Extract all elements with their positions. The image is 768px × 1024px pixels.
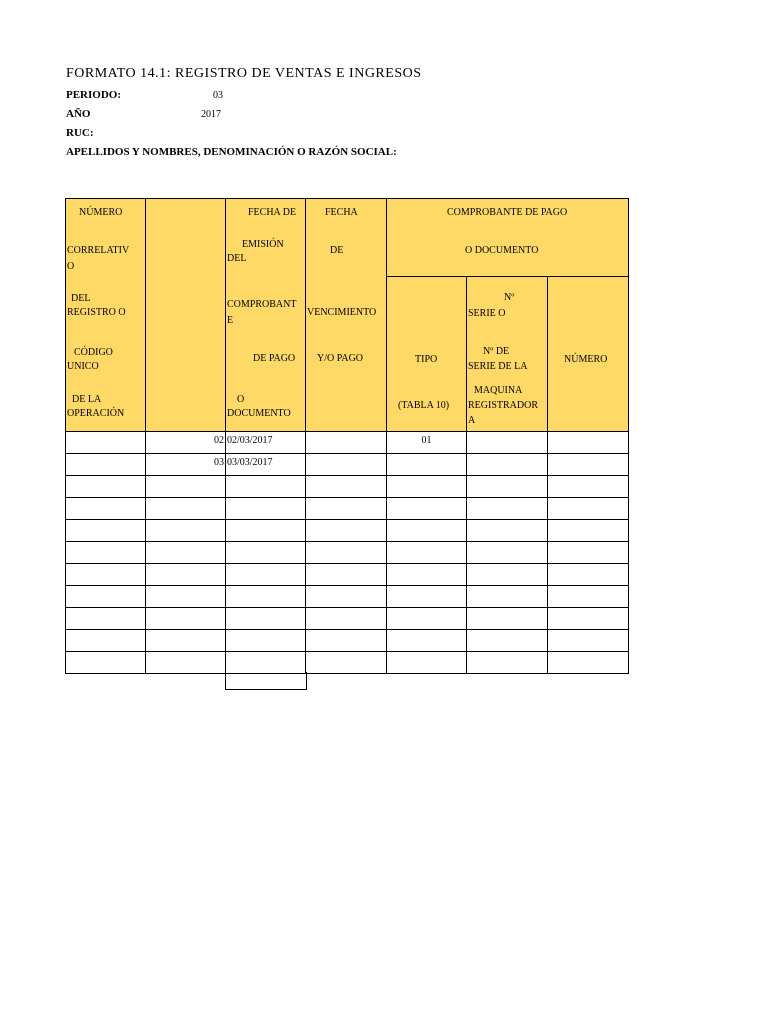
table-cell [387,586,467,608]
table-cell [146,630,226,652]
table-cell [467,454,548,476]
table-cell [226,542,306,564]
table-cell [387,630,467,652]
table-row [66,520,629,542]
table-cell [226,630,306,652]
table-cell [467,476,548,498]
table-row [66,608,629,630]
table-cell [306,608,387,630]
table-cell [387,564,467,586]
table-cell [66,630,146,652]
table-cell [306,652,387,674]
table-cell [226,498,306,520]
table-row [66,432,629,454]
table-cell [66,476,146,498]
table-cell [467,498,548,520]
table-cell: 01 [387,432,467,454]
table-cell [387,454,467,476]
table-cell [548,586,629,608]
table-cell [548,564,629,586]
table-cell [66,542,146,564]
table-cell [146,520,226,542]
table-cell [226,476,306,498]
table-cell [226,520,306,542]
header-comprobante-pago: COMPROBANTE DE PAGO O DOCUMENTO [387,199,629,277]
table-cell [306,630,387,652]
table-cell [306,586,387,608]
table-cell: 03 [146,454,226,476]
table-cell [306,564,387,586]
ruc-label: RUC: [66,127,94,139]
table-cell [226,564,306,586]
table-cell [146,586,226,608]
table-cell [146,608,226,630]
table-cell [146,564,226,586]
table-cell [548,498,629,520]
table-cell [306,432,387,454]
periodo-value: 03 [213,90,223,101]
table-cell [66,608,146,630]
table-row [66,564,629,586]
table-cell [387,520,467,542]
table-cell [306,498,387,520]
table-row [66,652,629,674]
table-cell [467,542,548,564]
table-cell [66,652,146,674]
table-cell [387,608,467,630]
page-title: FORMATO 14.1: REGISTRO DE VENTAS E INGRESOS [66,66,422,81]
table-cell [467,520,548,542]
table-cell [66,520,146,542]
table-row [66,498,629,520]
table-cell [548,542,629,564]
table-cell [387,498,467,520]
header-numero: NÚMERO [548,277,629,432]
table-cell [467,432,548,454]
table-cell [66,432,146,454]
razon-social-label: APELLIDOS Y NOMBRES, DENOMINACIÓN O RAZÓN SOCIAL: [66,146,397,158]
table-cell [306,542,387,564]
table-cell [548,454,629,476]
table-cell [548,520,629,542]
table-cell [306,520,387,542]
extra-cell [225,672,307,690]
table-cell [548,630,629,652]
header-serie: Nº SERIE O Nº DE SERIE DE LA MAQUINA REGISTRADOR A [467,277,548,432]
table-cell [548,652,629,674]
table-row [66,542,629,564]
table-row [66,454,629,476]
table-row [66,630,629,652]
table-cell [548,608,629,630]
header-numero-correlativo: NÚMERO CORRELATIV O DEL REGISTRO O CÓDIGO UNICO DE LA OPERACIÓN [66,199,146,432]
table-row [66,476,629,498]
header-fecha-vencimiento: FECHA DE VENCIMIENTO Y/O PAGO [306,199,387,432]
table-cell [146,476,226,498]
table-cell [226,652,306,674]
table-cell [306,454,387,476]
table-cell [66,586,146,608]
table-cell [467,630,548,652]
header-blank [146,199,226,432]
table-cell [146,542,226,564]
table-cell [146,652,226,674]
table-cell [548,432,629,454]
table-cell [146,498,226,520]
table-cell [467,564,548,586]
table-cell [467,652,548,674]
sales-register-table [65,198,629,674]
table-cell [467,586,548,608]
table-cell [548,476,629,498]
anio-label: AÑO [66,108,91,120]
table-cell [66,454,146,476]
table-cell: 02 [146,432,226,454]
table-cell [226,608,306,630]
table-cell [387,652,467,674]
table-cell [66,498,146,520]
table-cell [306,476,387,498]
table-cell [66,564,146,586]
table-row [66,586,629,608]
table-cell [226,586,306,608]
table-cell: 03/03/2017 [226,454,306,476]
table-cell [387,542,467,564]
header-tipo: TIPO (TABLA 10) [387,277,467,432]
table-cell [467,608,548,630]
header-fecha-emision: FECHA DE EMISIÓN DEL COMPROBANT E DE PAGO O DOCUMENTO [226,199,306,432]
table-cell [387,476,467,498]
table-cell: 02/03/2017 [226,432,306,454]
periodo-label: PERIODO: [66,89,121,101]
anio-value: 2017 [201,109,221,120]
